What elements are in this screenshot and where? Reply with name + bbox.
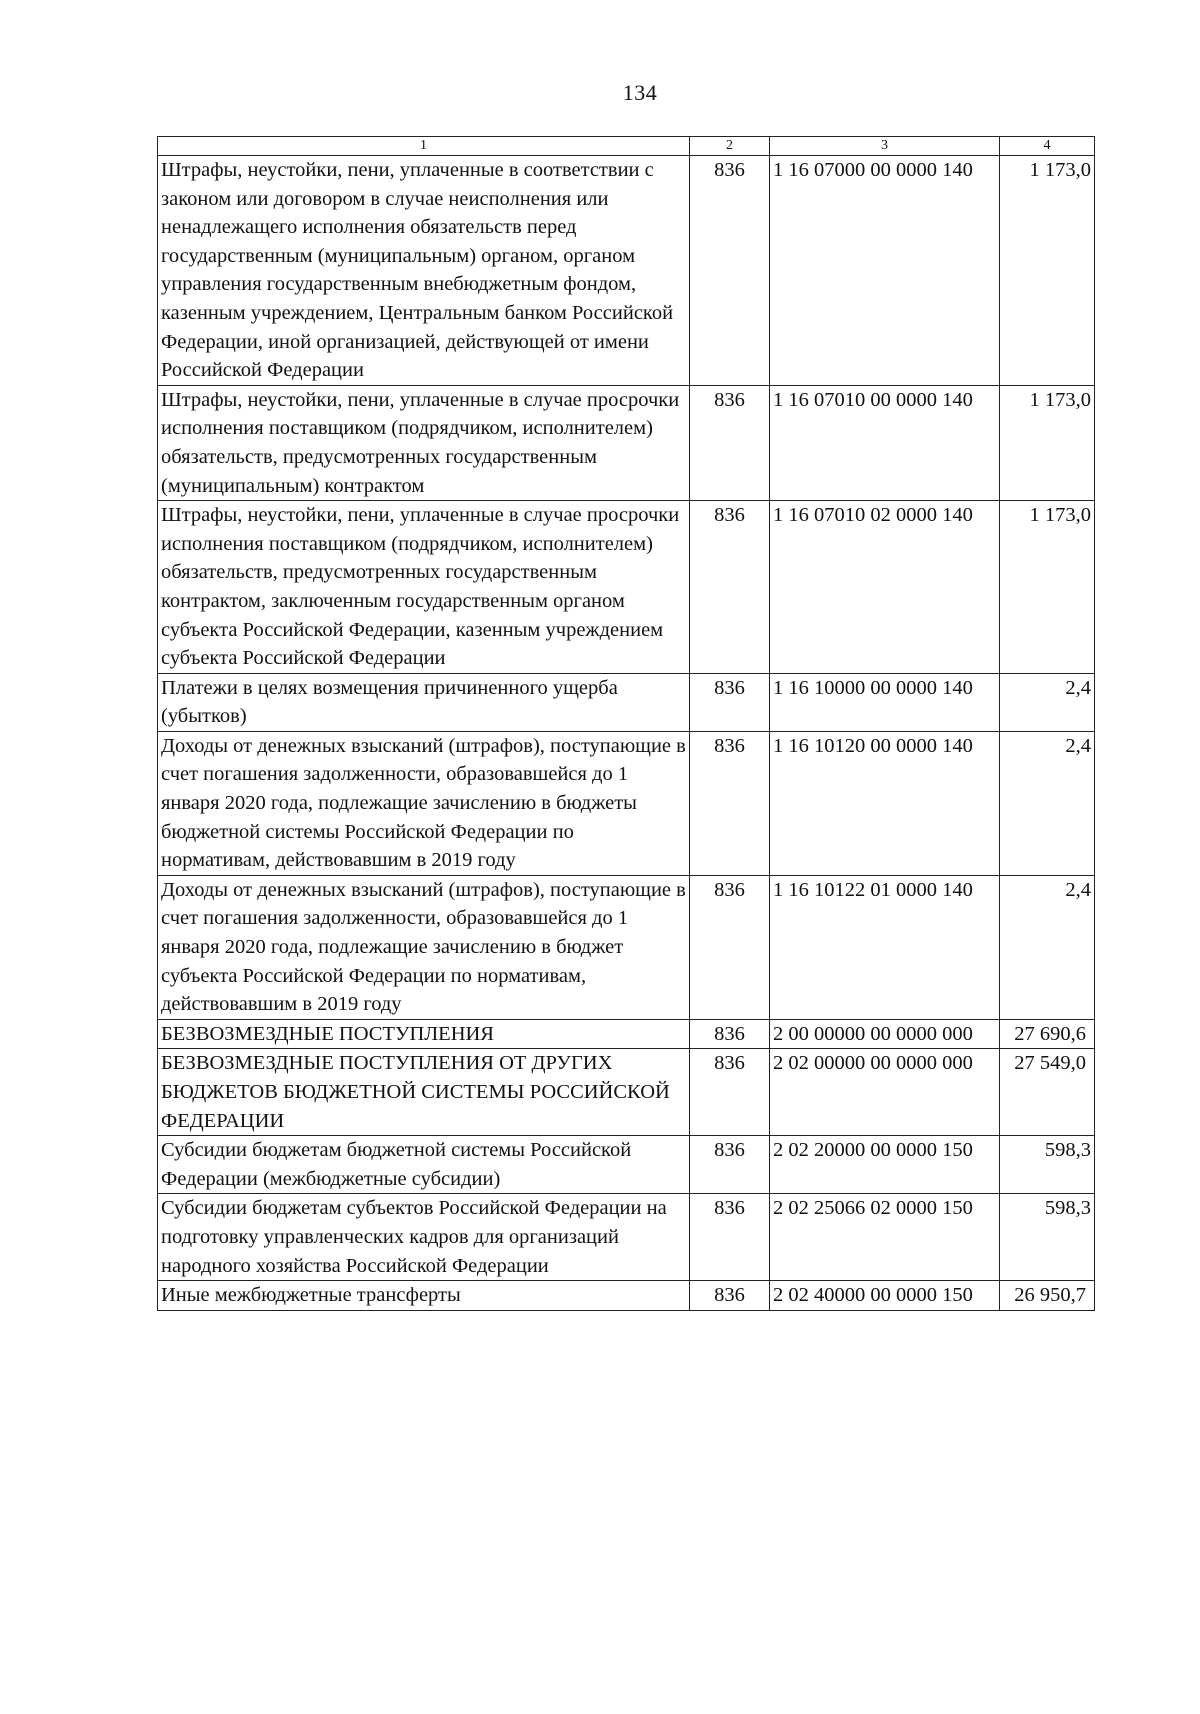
row-sum: 26 950,7 (1000, 1281, 1095, 1311)
row-name: Доходы от денежных взысканий (штрафов), поступающие в счет погашения задолженности, образовавшейся до 1 января 2020 года, подлежащие зачислению в бюджеты бюджетной системы Российской Федерации по нормативам, действовавшим в 2019 году (158, 731, 690, 875)
row-admin-code: 836 (690, 875, 770, 1019)
row-sum: 1 173,0 (1000, 501, 1095, 674)
row-admin-code: 836 (690, 385, 770, 500)
row-name: Иные межбюджетные трансферты (158, 1281, 690, 1311)
row-kbk: 1 16 07010 00 0000 140 (770, 385, 1000, 500)
row-admin-code: 836 (690, 673, 770, 731)
header-col-4: 4 (1000, 137, 1095, 156)
row-sum: 2,4 (1000, 875, 1095, 1019)
row-sum: 27 690,6 (1000, 1019, 1095, 1049)
row-admin-code: 836 (690, 731, 770, 875)
row-name: Штрафы, неустойки, пени, уплаченные в случае просрочки исполнения поставщиком (подрядчиком, исполнителем) обязательств, предусмотренных государственным (муниципальным) контрактом (158, 385, 690, 500)
row-name: Штрафы, неустойки, пени, уплаченные в случае просрочки исполнения поставщиком (подрядчиком, исполнителем) обязательств, предусмотренных государственным контрактом, заключенным государственным органом субъекта Российской Федерации, казенным учреждением субъекта Российской Федерации (158, 501, 690, 674)
row-name: Доходы от денежных взысканий (штрафов), поступающие в счет погашения задолженности, образовавшейся до 1 января 2020 года, подлежащие зачислению в бюджет субъекта Российской Федерации по нормативам, действовавшим в 2019 году (158, 875, 690, 1019)
row-name: Платежи в целях возмещения причиненного ущерба (убытков) (158, 673, 690, 731)
table-row (158, 1049, 1095, 1136)
table-row (158, 1019, 1095, 1049)
row-kbk: 1 16 10000 00 0000 140 (770, 673, 1000, 731)
header-col-2: 2 (690, 137, 770, 156)
row-sum: 598,3 (1000, 1136, 1095, 1194)
row-sum: 1 173,0 (1000, 385, 1095, 500)
table-row (158, 875, 1095, 1019)
table-row (158, 1136, 1095, 1194)
row-name: БЕЗВОЗМЕЗДНЫЕ ПОСТУПЛЕНИЯ (158, 1019, 690, 1049)
row-admin-code: 836 (690, 1136, 770, 1194)
row-kbk: 1 16 10122 01 0000 140 (770, 875, 1000, 1019)
table-row (158, 156, 1095, 386)
row-name: БЕЗВОЗМЕЗДНЫЕ ПОСТУПЛЕНИЯ ОТ ДРУГИХ БЮДЖЕТОВ БЮДЖЕТНОЙ СИСТЕМЫ РОССИЙСКОЙ ФЕДЕРАЦИИ (158, 1049, 690, 1136)
row-kbk: 2 02 25066 02 0000 150 (770, 1194, 1000, 1281)
row-sum: 27 549,0 (1000, 1049, 1095, 1136)
row-admin-code: 836 (690, 1049, 770, 1136)
table-row (158, 1194, 1095, 1281)
row-kbk: 2 02 00000 00 0000 000 (770, 1049, 1000, 1136)
row-sum: 1 173,0 (1000, 156, 1095, 386)
row-kbk: 2 00 00000 00 0000 000 (770, 1019, 1000, 1049)
table-row (158, 1281, 1095, 1311)
table-row (158, 501, 1095, 674)
row-admin-code: 836 (690, 1019, 770, 1049)
row-kbk: 1 16 10120 00 0000 140 (770, 731, 1000, 875)
budget-table (157, 136, 1095, 1311)
table-row (158, 385, 1095, 500)
row-admin-code: 836 (690, 1194, 770, 1281)
row-name: Штрафы, неустойки, пени, уплаченные в соответствии с законом или договором в случае неисполнения или ненадлежащего исполнения обязательств перед государственным (муниципальным) органом, органом управления государственным внебюджетным фондом, казенным учреждением, Центральным банком Российской Федерации, иной организацией, действующей от имени Российской Федерации (158, 156, 690, 386)
row-admin-code: 836 (690, 501, 770, 674)
row-name: Субсидии бюджетам субъектов Российской Федерации на подготовку управленческих кадров для организаций народного хозяйства Российской Федерации (158, 1194, 690, 1281)
header-col-1: 1 (158, 137, 690, 156)
row-admin-code: 836 (690, 1281, 770, 1311)
table-header-row (158, 137, 1095, 156)
row-admin-code: 836 (690, 156, 770, 386)
row-name: Субсидии бюджетам бюджетной системы Российской Федерации (межбюджетные субсидии) (158, 1136, 690, 1194)
row-sum: 2,4 (1000, 673, 1095, 731)
row-kbk: 2 02 20000 00 0000 150 (770, 1136, 1000, 1194)
header-col-3: 3 (770, 137, 1000, 156)
row-kbk: 2 02 40000 00 0000 150 (770, 1281, 1000, 1311)
row-kbk: 1 16 07000 00 0000 140 (770, 156, 1000, 386)
table-row (158, 673, 1095, 731)
row-kbk: 1 16 07010 02 0000 140 (770, 501, 1000, 674)
table-row (158, 731, 1095, 875)
row-sum: 2,4 (1000, 731, 1095, 875)
page-number: 134 (622, 80, 658, 105)
row-sum: 598,3 (1000, 1194, 1095, 1281)
